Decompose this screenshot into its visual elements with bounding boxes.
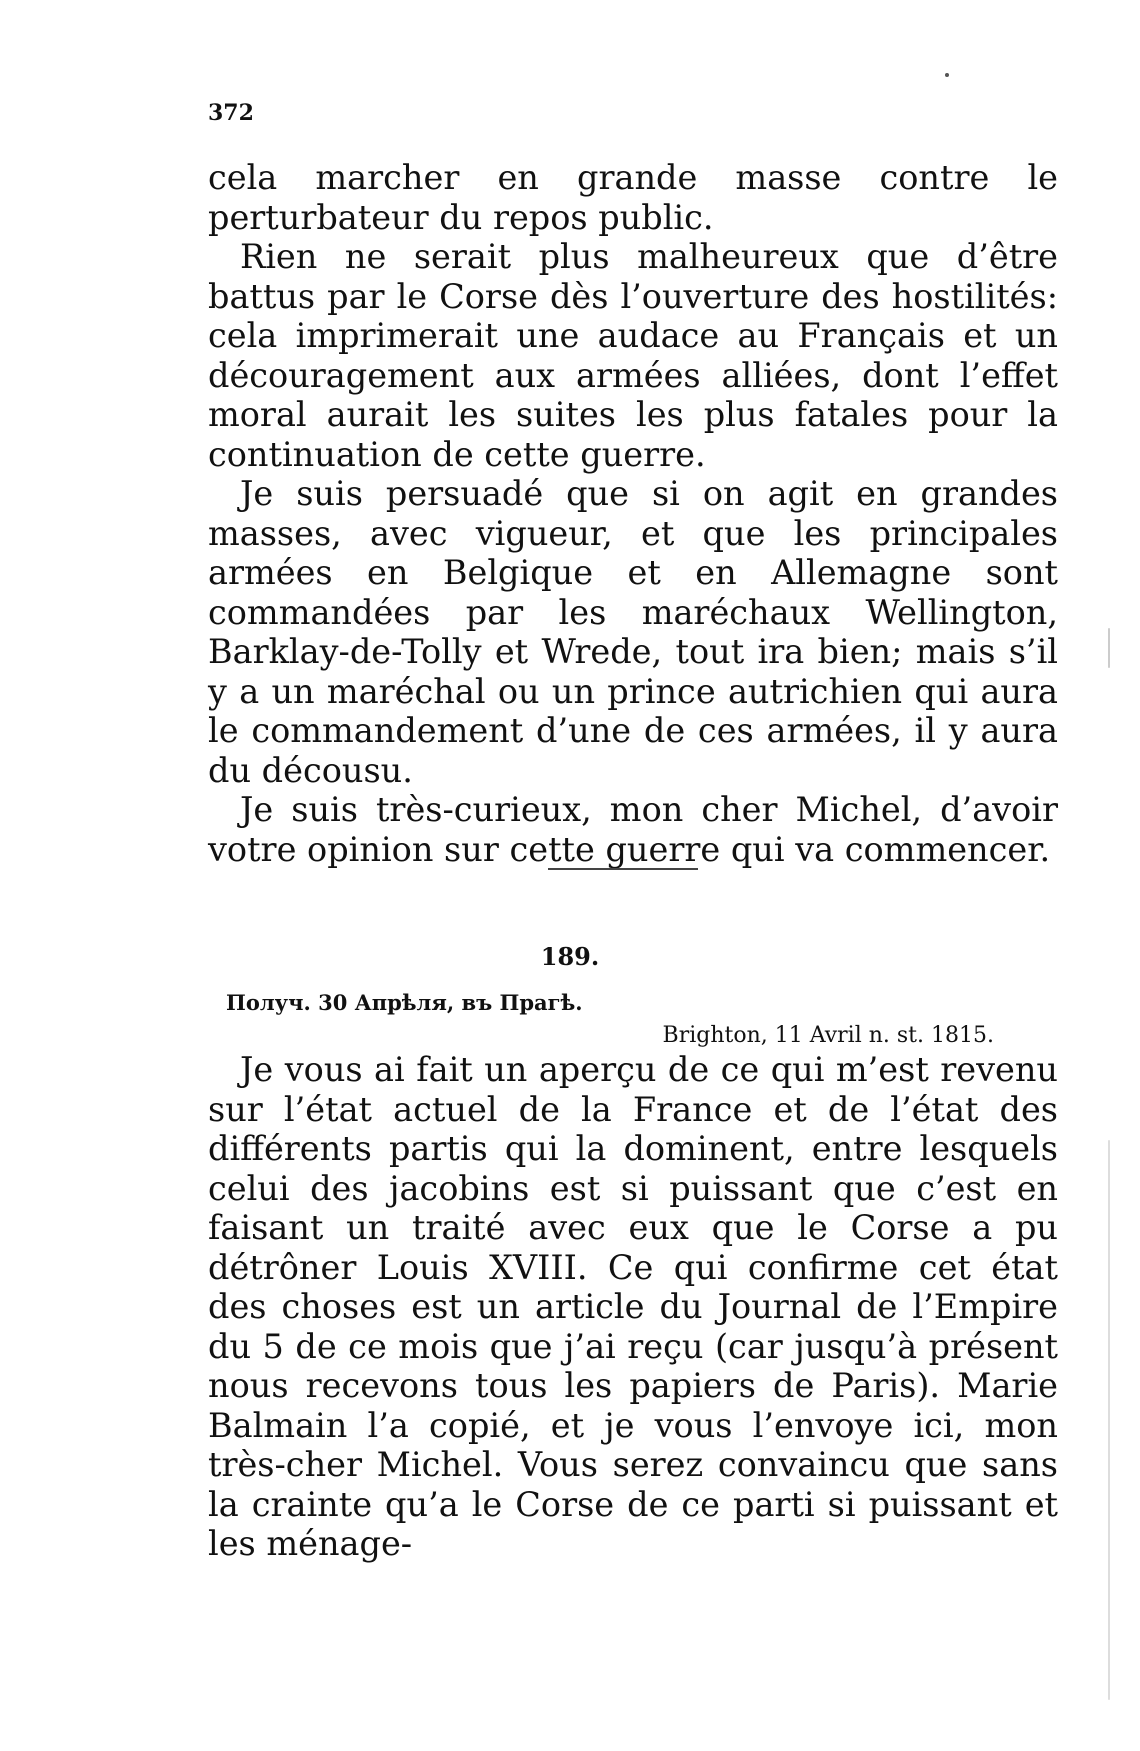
letter-dateline: Brighton, 11 Avril n. st. 1815. [662,1023,994,1048]
letter-text [208,1050,1058,1564]
continued-letter-text [208,158,1058,869]
print-speck [945,73,949,77]
print-speck [1108,628,1110,668]
letter-number: 189. [540,942,600,971]
section-divider [548,868,698,870]
page-number: 372 [208,100,254,126]
paragraph: Rien ne serait plus malheureux que d’être battus par le Corse dès l’ouverture des hostilités: cela imprimerait une audace au Français et un découragement aux armées alliées, dont l’effet moral aurait les suites les plus fatales pour la continuation de cette guerre. [208,237,1058,474]
paragraph: cela marcher en grande masse contre le perturbateur du repos public. [208,158,1058,237]
print-speck [1108,1140,1110,1700]
paragraph: Je vous ai fait un aperçu de ce qui m’est revenu sur l’état actuel de la France et de l’état des différents partis qui la dominent, entre lesquels celui des jacobins est si puissant que c’est en faisant un traité avec eux que le Corse a pu détrôner Louis XVIII. Ce qui confirme cet état des choses est un article du Journal de l’Empire du 5 de ce mois que j’ai reçu (car jusqu’à présent nous recevons tous les papiers de Paris). Marie Balmain l’a copié, et je vous l’envoye ici, mon très-cher Michel. Vous serez convaincu que sans la crainte qu’a le Corse de ce parti si puissant et les ménage- [208,1050,1058,1563]
received-note: Получ. 30 Апрѣля, въ Прагѣ. [226,990,583,1015]
paragraph: Je suis persuadé que si on agit en grandes masses, avec vigueur, et que les principales armées en Belgique et en Allemagne sont commandées par les maréchaux Wellington, Barklay-de-Tolly et Wrede, tout ira bien; mais s’il y a un maréchal ou un prince autrichien qui aura le commandement d’une de ces armées, il y aura du décousu. [208,474,1058,790]
paragraph: Je suis très-curieux, mon cher Michel, d’avoir votre opinion sur cette guerre qui va commencer. [208,790,1058,869]
